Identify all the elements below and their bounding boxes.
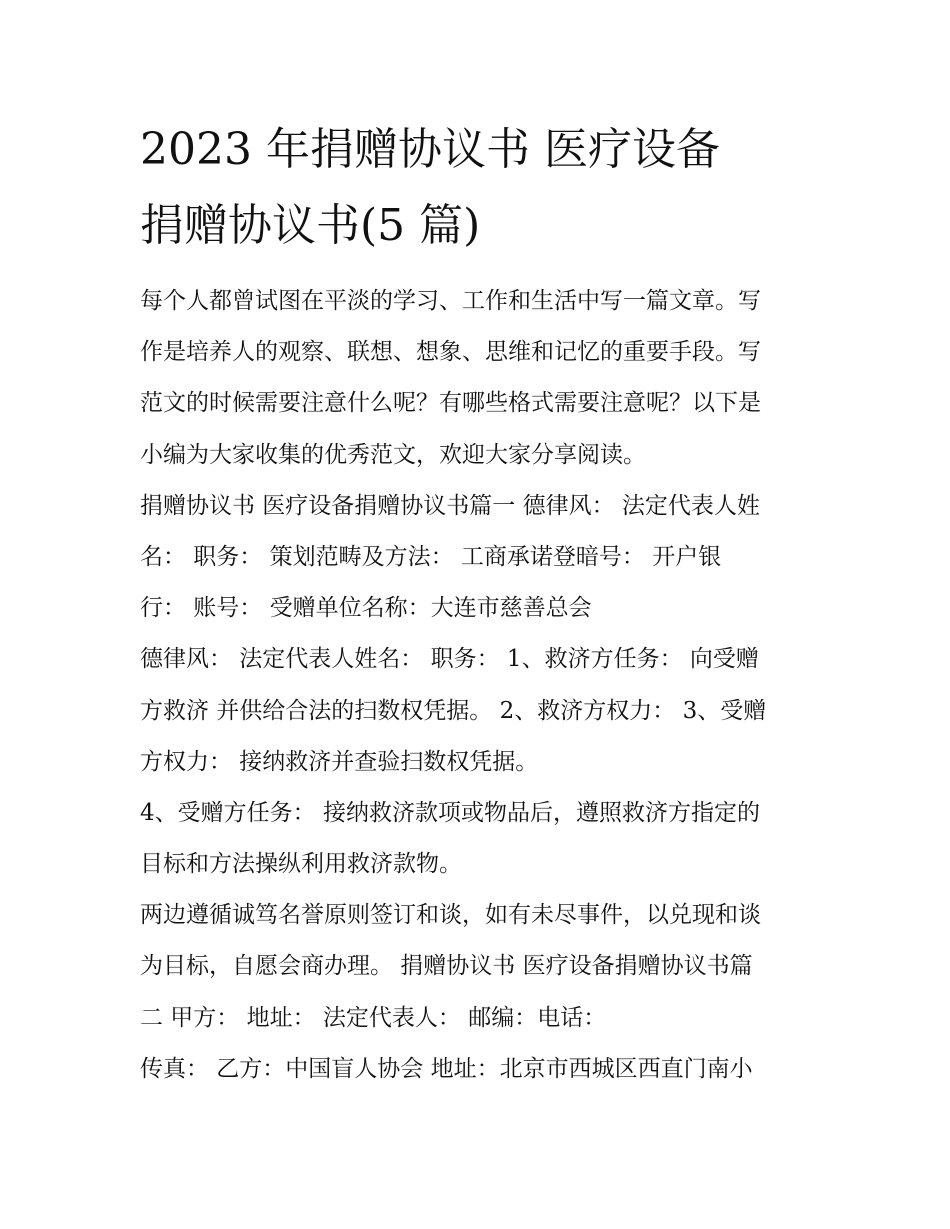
title-line: 2023 年捐赠协议书 医疗设备 [140,124,720,175]
body-line: 二 甲方： 地址： 法定代表人： 邮编：电话： [140,1004,607,1031]
body-line: 名： 职务： 策划范畴及方法： 工商承诺登暗号： 开户银 [140,543,722,570]
title-line: 捐赠协议书(5 篇) [140,200,481,251]
body-line: 作是培养人的观察、联想、想象、思维和记忆的重要手段。写 [140,339,761,366]
body-line: 德律风： 法定代表人姓名： 职务： 1、救济方任务： 向受赠 [140,646,759,673]
body-line: 为目标，自愿会商办理。 捐赠协议书 医疗设备捐赠协议书篇 [140,953,753,980]
body-line: 传真： 乙方：中国盲人协会 地址：北京市西城区西直门南小 [140,1055,753,1082]
body-line: 每个人都曾试图在平淡的学习、工作和生活中写一篇文章。写 [140,288,761,314]
document-body [140,276,820,1095]
body-line: 范文的时候需要注意什么呢？有哪些格式需要注意呢？以下是 [140,390,761,417]
body-line: 小编为大家收集的优秀范文，欢迎大家分享阅读。 [140,441,646,468]
body-line: 目标和方法操纵利用救济款物。 [140,851,462,878]
document-title [140,112,820,264]
body-line: 两边遵循诚笃名誉原则签订和谈，如有未尽事件，以兑现和谈 [140,902,761,929]
body-line: 捐赠协议书 医疗设备捐赠协议书篇一 德律风： 法定代表人姓 [140,492,760,519]
body-line: 方救济 并供给合法的扫数权凭据。 2、救济方权力： 3、受赠 [140,697,767,724]
body-line: 行： 账号： 受赠单位名称：大连市慈善总会 [140,595,592,622]
body-line: 方权力： 接纳救济并查验扫数权凭据。 [140,748,539,775]
body-line: 4、受赠方任务： 接纳救济款项或物品后，遵照救济方指定的 [140,799,760,826]
